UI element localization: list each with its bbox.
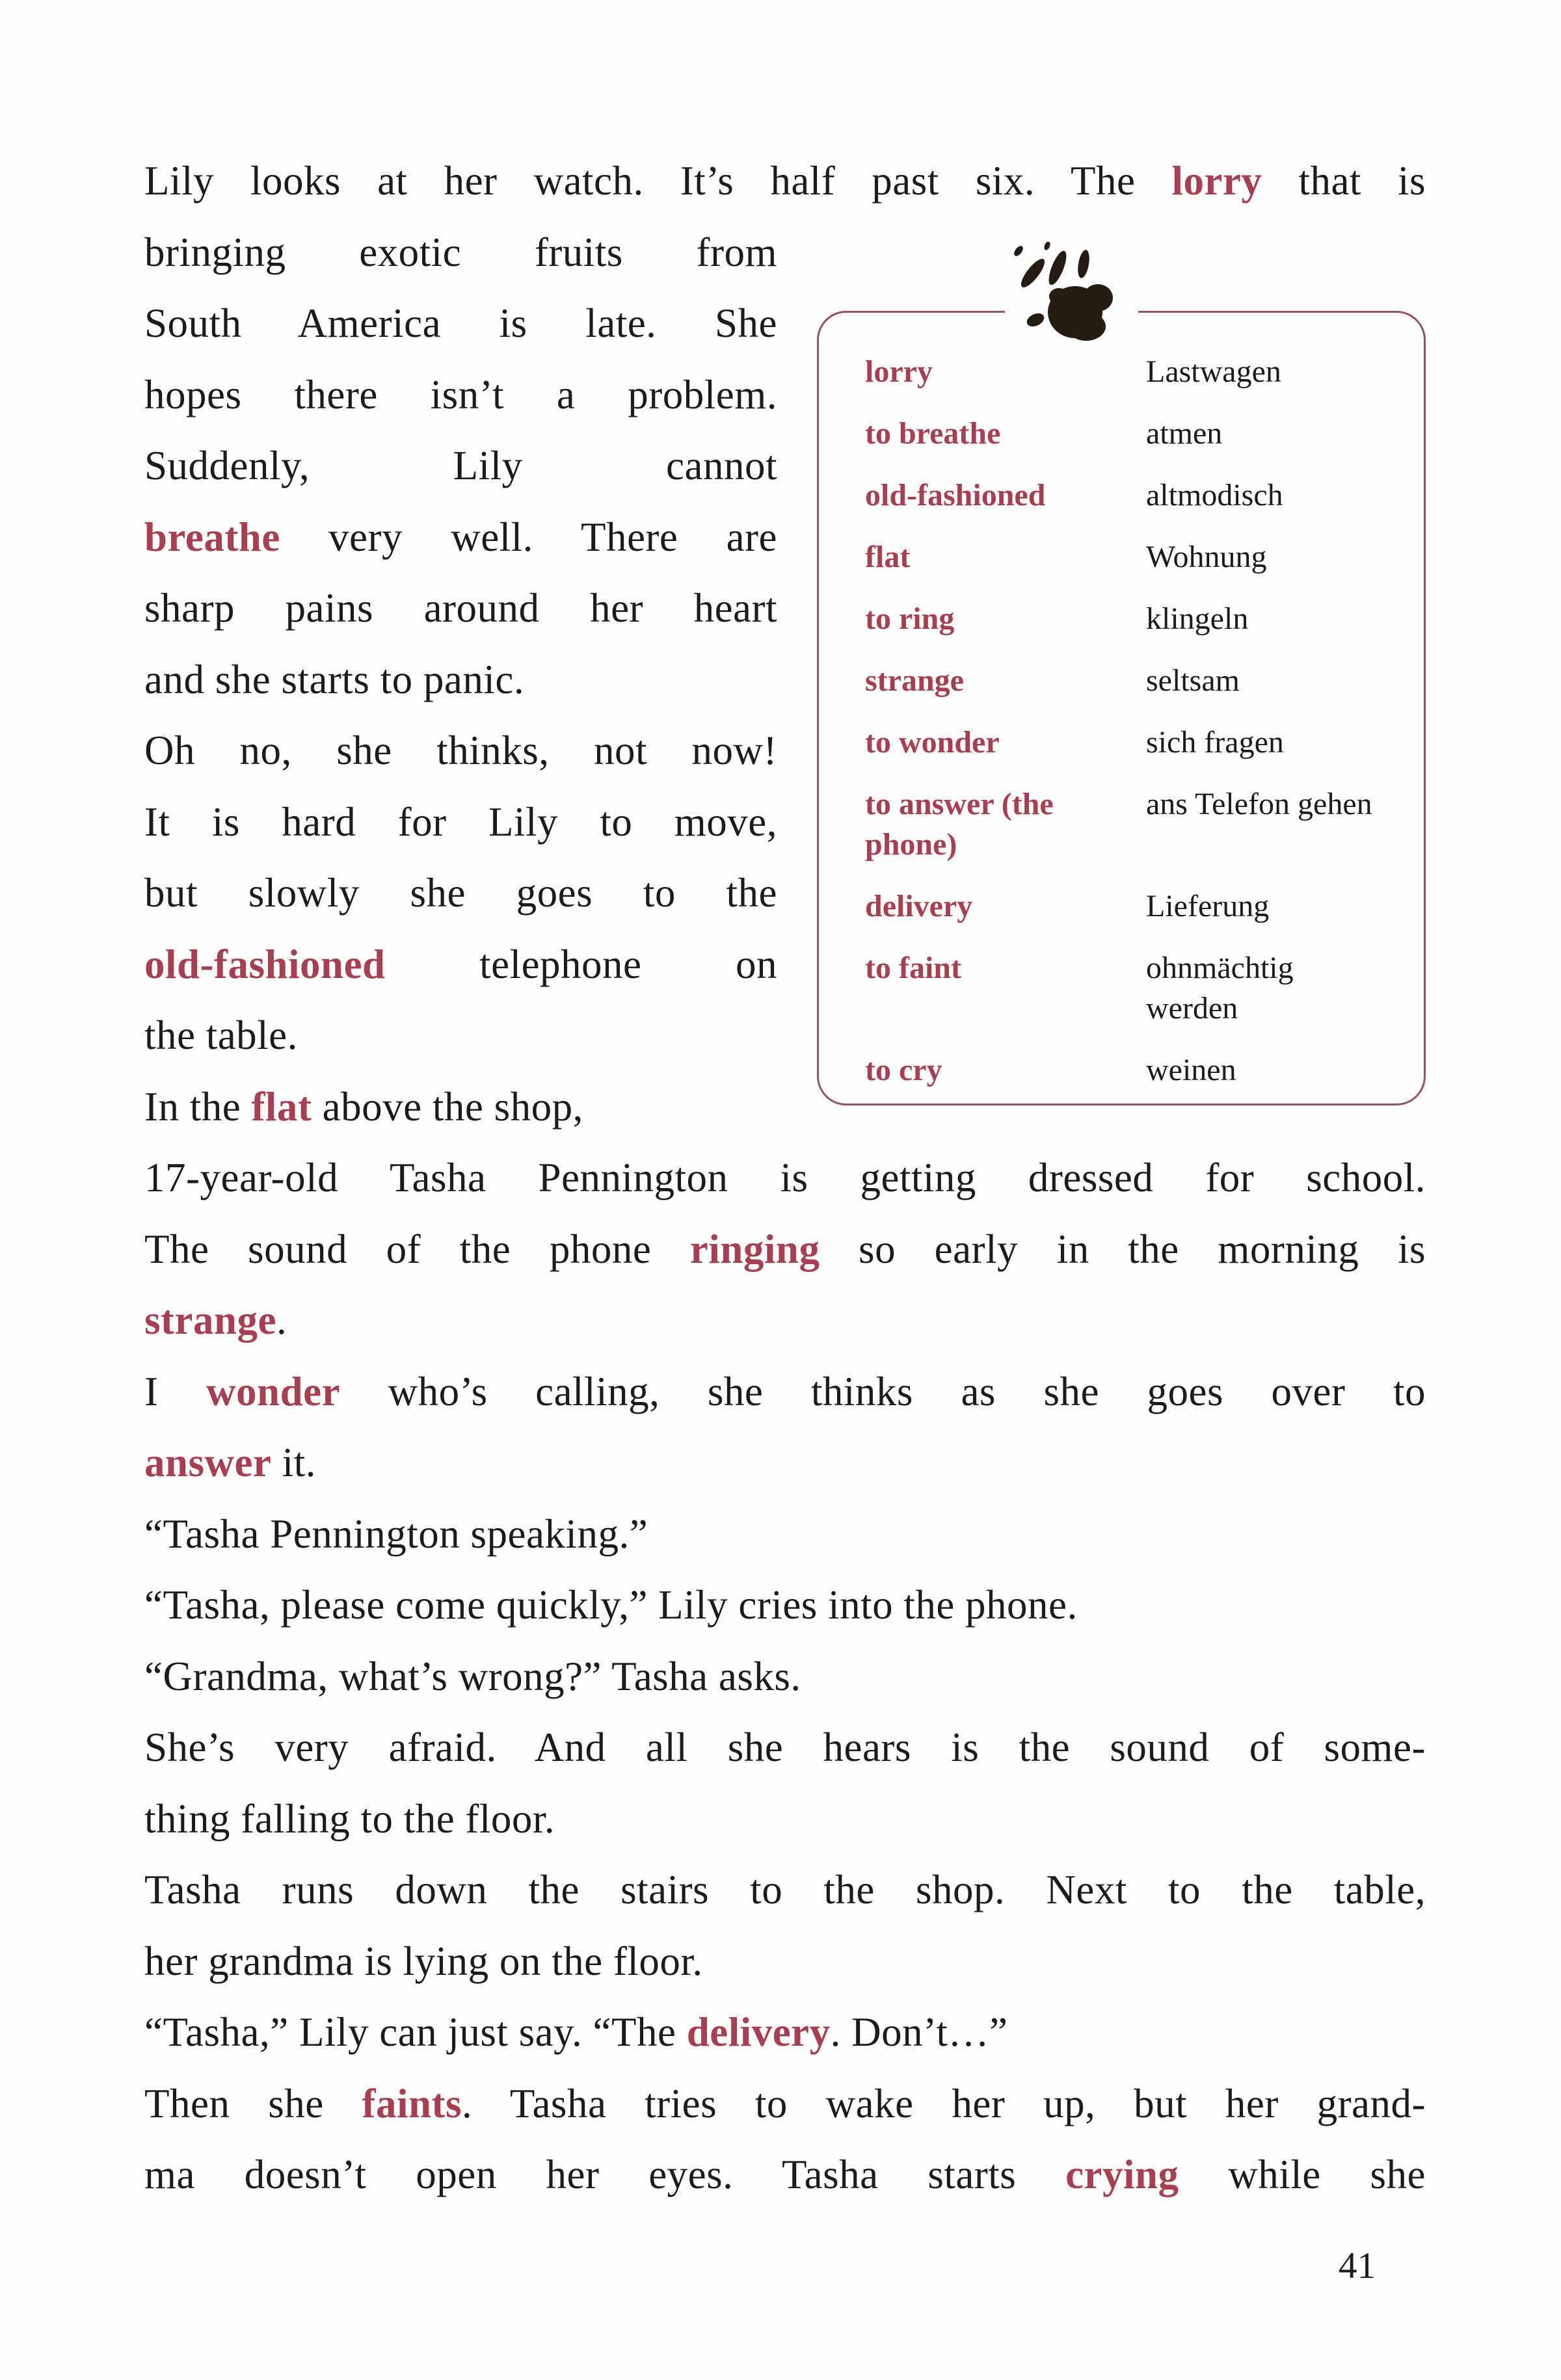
vocab-row: [865, 948, 1392, 1029]
story-text-segment: The sound of the phone: [144, 1226, 690, 1272]
story-text-segment: telephone on: [385, 941, 777, 987]
story-text-segment: “Tasha,” Lily can just say. “The: [144, 2009, 687, 2055]
handprint-icon: [1008, 242, 1130, 345]
vocab-row: [865, 599, 1392, 639]
vocab-term-en: to faint: [865, 951, 961, 985]
vocab-row: [865, 1050, 1392, 1091]
vocab-translation-de: altmodisch: [1146, 478, 1283, 512]
story-text-segment: It is hard for Lily to move,: [144, 799, 777, 845]
vocab-term-en: lorry: [865, 354, 933, 389]
vocab-translation-de: Lieferung: [1146, 889, 1270, 923]
story-line: [144, 1570, 1426, 1641]
vocab-term-en: strange: [865, 663, 964, 698]
vocab-term-en: old-fashioned: [865, 478, 1046, 512]
story-line: [144, 1855, 1426, 1926]
story-line: [144, 360, 777, 431]
vocab-list: [865, 352, 1392, 1112]
vocab-translation-de: seltsam: [1146, 663, 1240, 698]
vocab-row: [865, 722, 1392, 763]
vocab-row: [865, 886, 1392, 927]
vocab-term-en: to cry: [865, 1053, 942, 1087]
story-text-segment: above the shop,: [312, 1083, 583, 1130]
story-text-segment: Suddenly, Lily cannot: [144, 443, 777, 488]
keyword-red: flat: [251, 1083, 312, 1130]
story-line: [144, 1143, 1426, 1214]
story-line: [144, 1997, 1426, 2069]
story-line: [144, 502, 777, 574]
story-line: [144, 1784, 1426, 1855]
story-text-segment: and she starts to panic.: [144, 656, 525, 702]
story-line: [144, 217, 777, 289]
story-line: [144, 1926, 1426, 1998]
vocab-row: [865, 475, 1392, 516]
story-text-segment: 17-year-old Tasha Pennington is getting dressed for school.: [144, 1155, 1426, 1200]
story-text-segment: Then she: [144, 2080, 362, 2126]
keyword-red: old-fashioned: [144, 941, 386, 987]
story-text-segment: Tasha runs down the stairs to the shop. Next to the table,: [144, 1867, 1426, 1912]
story-text-segment: bringing exotic fruits from: [144, 229, 777, 275]
story-text-segment: . Don’t…”: [830, 2009, 1008, 2055]
story-line: [144, 1712, 1426, 1784]
story-text-segment: South America is late. She: [144, 300, 777, 346]
story-line: [144, 1000, 777, 1072]
vocab-row: [865, 784, 1392, 865]
vocab-term-en: to answer (the phone): [865, 787, 1054, 862]
story-line: [144, 929, 777, 1001]
story-text-segment: sharp pains around her heart: [144, 585, 777, 631]
vocab-translation-de: ohnmächtig werden: [1146, 951, 1294, 1025]
story-line: [144, 1285, 1426, 1356]
keyword-red: strange: [144, 1297, 276, 1343]
vocab-row: [865, 352, 1392, 392]
story-text-segment: “Tasha Pennington speaking.”: [144, 1511, 648, 1557]
story-text-segment: In the: [144, 1083, 252, 1130]
vocab-term-en: to breathe: [865, 416, 1001, 451]
keyword-red: wonder: [206, 1368, 341, 1414]
story-line: [144, 2069, 1426, 2140]
story-line: [144, 2139, 1426, 2211]
keyword-red: answer: [144, 1440, 272, 1485]
vocab-term-en: to wonder: [865, 725, 1000, 760]
story-text-segment: “Tasha, please come quickly,” Lily cries into the phone.: [144, 1582, 1078, 1628]
keyword-red: delivery: [686, 2009, 831, 2055]
vocab-term-en: flat: [865, 540, 911, 574]
story-text-segment: . Tasha tries to wake her up, but her grand-: [462, 2080, 1426, 2126]
story-line: [144, 858, 777, 929]
vocab-translation-de: Wohnung: [1146, 540, 1267, 574]
story-text-segment: who’s calling, she thinks as she goes over to: [340, 1368, 1426, 1414]
vocab-row: [865, 414, 1392, 454]
vocab-translation-de: klingeln: [1146, 602, 1249, 636]
vocab-translation-de: weinen: [1146, 1053, 1236, 1087]
story-line: [144, 1072, 777, 1143]
story-line: [144, 288, 777, 360]
story-text-segment: “Grandma, what’s wrong?” Tasha asks.: [144, 1653, 801, 1699]
vocab-translation-de: Lastwagen: [1146, 354, 1281, 389]
story-text-segment: I: [144, 1368, 207, 1414]
vocab-term-en: to ring: [865, 602, 955, 636]
story-text-segment: very well. There are: [280, 514, 777, 560]
story-text-segment: it.: [271, 1440, 316, 1485]
story-line: [144, 715, 777, 787]
story-text-segment: while she: [1179, 2152, 1426, 2197]
story-text-segment: Oh no, she thinks, not now!: [144, 728, 777, 773]
story-text-segment: Lily looks at her watch. It’s half past six. The: [144, 158, 1172, 204]
story-text-segment: She’s very afraid. And all she hears is the sound of some-: [144, 1725, 1426, 1770]
story-line: [144, 1214, 1426, 1286]
story-line: [144, 1641, 1426, 1713]
story-text-segment: but slowly she goes to the: [144, 870, 777, 916]
story-line: [144, 644, 777, 716]
vocab-translation-de: atmen: [1146, 416, 1223, 451]
story-text-segment: her grandma is lying on the floor.: [144, 1938, 703, 1984]
story-line: [144, 787, 777, 858]
story-text-segment: the table.: [144, 1012, 298, 1058]
vocab-term-en: delivery: [865, 889, 973, 923]
story-text-segment: so early in the morning is: [820, 1226, 1426, 1272]
story-text-segment: .: [276, 1297, 287, 1343]
keyword-red: lorry: [1171, 158, 1262, 204]
story-line: [144, 146, 1426, 217]
vocab-translation-de: sich fragen: [1146, 725, 1284, 760]
keyword-red: faints: [362, 2080, 462, 2126]
story-line: [144, 573, 777, 644]
story-line: [144, 1499, 1426, 1570]
vocab-translation-de: ans Telefon gehen: [1146, 787, 1372, 821]
story-text-segment: that is: [1262, 158, 1426, 204]
keyword-red: crying: [1065, 2152, 1179, 2197]
story-line: [144, 1356, 1426, 1428]
story-line: [144, 430, 777, 502]
story-text-segment: thing falling to the floor.: [144, 1795, 555, 1842]
keyword-red: breathe: [144, 514, 280, 560]
story-text-segment: ma doesn’t open her eyes. Tasha starts: [144, 2152, 1066, 2197]
story-line: [144, 1427, 1426, 1499]
story-text-segment: hopes there isn’t a problem.: [144, 371, 777, 417]
keyword-red: ringing: [689, 1226, 820, 1272]
page-number: 41: [1339, 2245, 1376, 2286]
vocab-row: [865, 537, 1392, 577]
vocab-row: [865, 661, 1392, 701]
